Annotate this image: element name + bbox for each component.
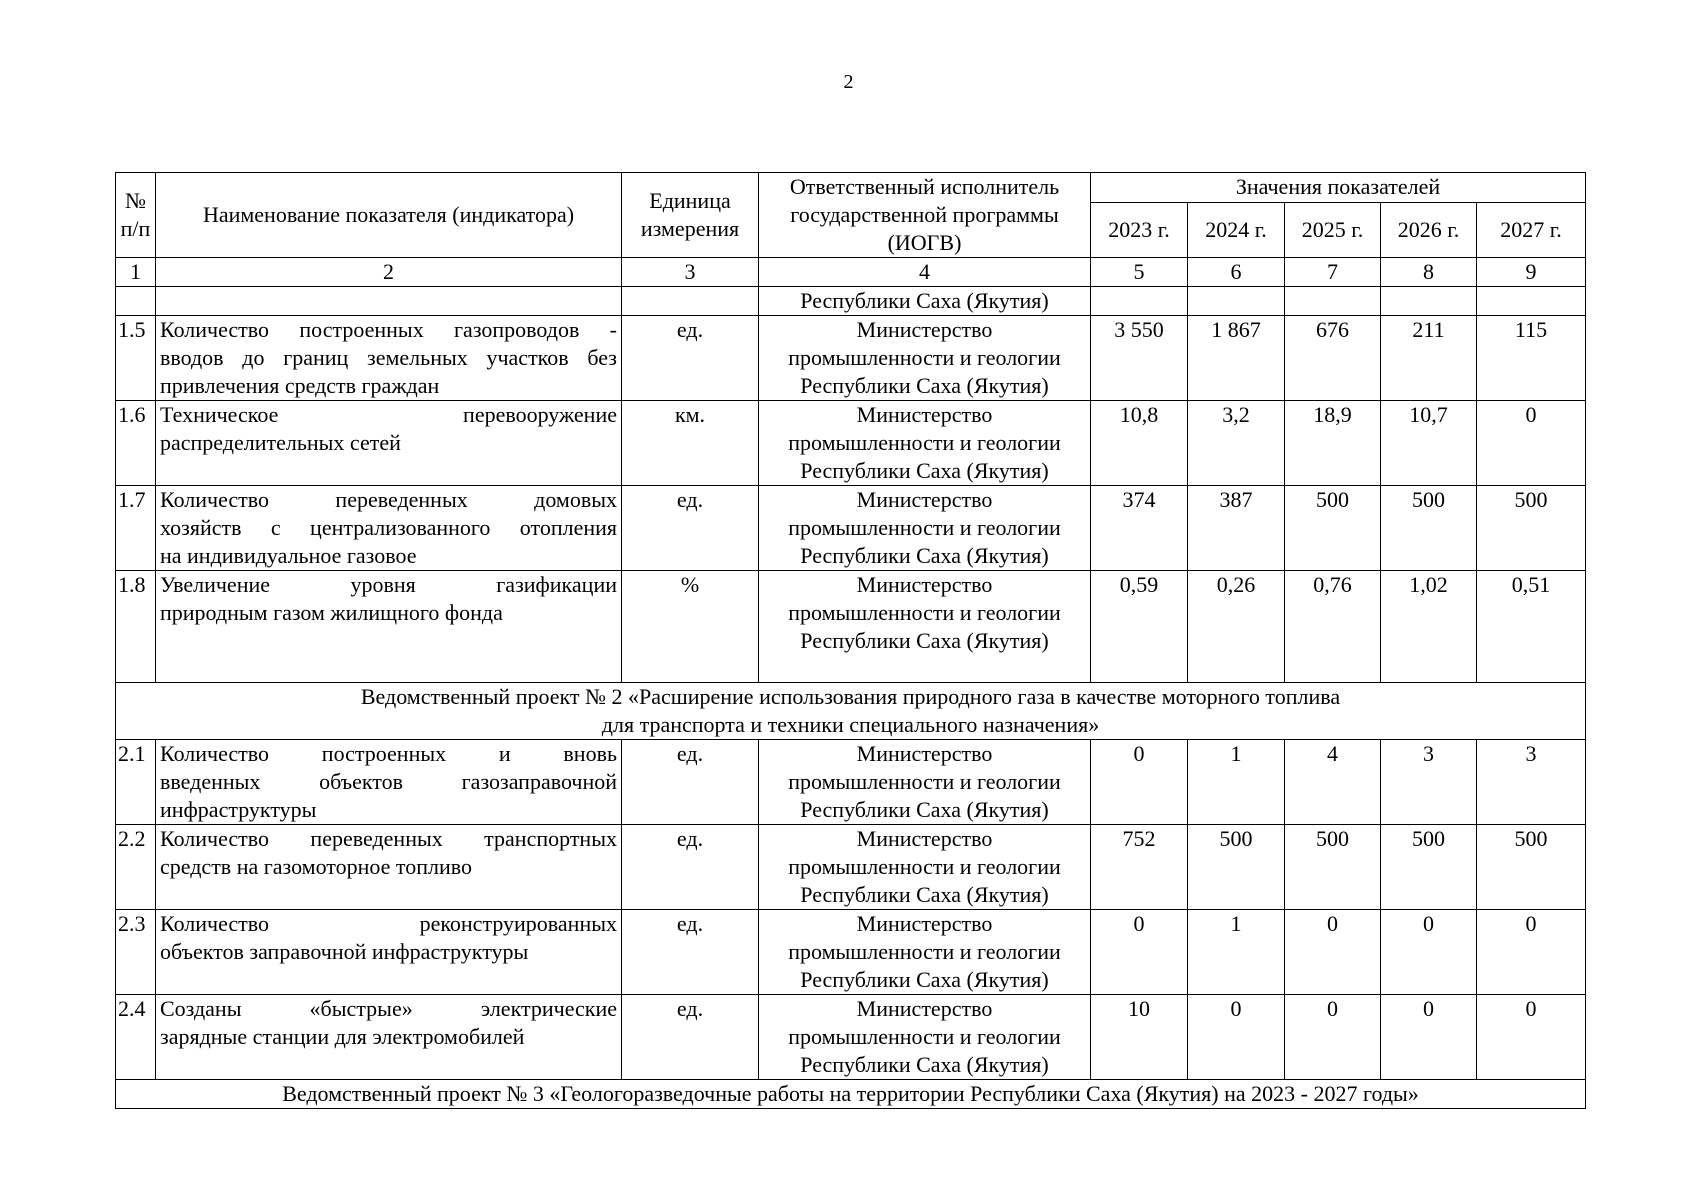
indicator-name: Созданы «быстрые» электрические зарядные станции для электромобилей xyxy=(156,995,622,1080)
indicator-name: Количество переведенных транспортных средств на газомоторное топливо xyxy=(156,825,622,910)
value-2026: 0 xyxy=(1381,995,1477,1080)
row-number: 2.3 xyxy=(116,910,156,995)
row-number: 1.6 xyxy=(116,401,156,486)
value-2023: 10,8 xyxy=(1091,401,1188,486)
header-year: 2027 г. xyxy=(1477,202,1586,257)
value-2025: 0 xyxy=(1285,910,1381,995)
executor-cell: Министерство промышленности и геологии Республики Саха (Якутия) xyxy=(759,571,1091,683)
value-2024: 0 xyxy=(1188,995,1285,1080)
unit-cell: ед. xyxy=(622,995,759,1080)
header-year: 2026 г. xyxy=(1381,202,1477,257)
col-number: 5 xyxy=(1091,258,1188,287)
header-values-group: Значения показателей xyxy=(1091,173,1586,203)
value-2025: 18,9 xyxy=(1285,401,1381,486)
value-2025: 500 xyxy=(1285,486,1381,571)
value-2024: 387 xyxy=(1188,486,1285,571)
value-2023: 0 xyxy=(1091,740,1188,825)
value-2027: 0 xyxy=(1477,995,1586,1080)
value-2024: 500 xyxy=(1188,825,1285,910)
unit-cell: ед. xyxy=(622,740,759,825)
indicator-name: Техническое перевооружение распределительных сетей xyxy=(156,401,622,486)
indicator-name: Количество реконструированных объектов заправочной инфраструктуры xyxy=(156,910,622,995)
section-title: Ведомственный проект № 2 «Расширение использования природного газа в качестве моторного топлива для транспорта и техники специального назначения» xyxy=(116,683,1586,740)
value-2023: 752 xyxy=(1091,825,1188,910)
table-row xyxy=(116,740,1586,825)
value-2023: 10 xyxy=(1091,995,1188,1080)
executor-cell: Министерство промышленности и геологии Республики Саха (Якутия) xyxy=(759,910,1091,995)
col-number: 6 xyxy=(1188,258,1285,287)
unit-cell: ед. xyxy=(622,316,759,401)
row-number: 1.5 xyxy=(116,316,156,401)
executor-cell: Министерство промышленности и геологии Республики Саха (Якутия) xyxy=(759,401,1091,486)
header-year: 2023 г. xyxy=(1091,202,1188,257)
header-year: 2025 г. xyxy=(1285,202,1381,257)
table-row xyxy=(116,316,1586,401)
row-number: 2.1 xyxy=(116,740,156,825)
col-number: 7 xyxy=(1285,258,1381,287)
value-2027: 115 xyxy=(1477,316,1586,401)
indicator-name: Количество построенных и вновь введенных объектов газозаправочной инфраструктуры xyxy=(156,740,622,825)
value-2025: 500 xyxy=(1285,825,1381,910)
continuation-row xyxy=(116,287,1586,316)
row-number: 1.7 xyxy=(116,486,156,571)
indicator-name: Количество переведенных домовых хозяйств с централизованного отопления на индивидуальное газовое xyxy=(156,486,622,571)
indicator-name: Увеличение уровня газификации природным газом жилищного фонда xyxy=(156,571,622,683)
unit-cell: ед. xyxy=(622,910,759,995)
page-number: 2 xyxy=(843,71,854,93)
value-2024: 0,26 xyxy=(1188,571,1285,683)
section-title: Ведомственный проект № 3 «Геологоразведочные работы на территории Республики Саха (Якутия) на 2023 - 2027 годы» xyxy=(116,1080,1586,1109)
row-number: 1.8 xyxy=(116,571,156,683)
col-number: 8 xyxy=(1381,258,1477,287)
value-2023: 374 xyxy=(1091,486,1188,571)
executor-cell: Министерство промышленности и геологии Республики Саха (Якутия) xyxy=(759,316,1091,401)
value-2027: 0 xyxy=(1477,401,1586,486)
value-2023: 0 xyxy=(1091,910,1188,995)
value-2027: 0,51 xyxy=(1477,571,1586,683)
value-2026: 3 xyxy=(1381,740,1477,825)
value-2026: 500 xyxy=(1381,486,1477,571)
unit-cell: км. xyxy=(622,401,759,486)
value-2023: 3 550 xyxy=(1091,316,1188,401)
value-2024: 3,2 xyxy=(1188,401,1285,486)
value-2027: 500 xyxy=(1477,486,1586,571)
value-2026: 0 xyxy=(1381,910,1477,995)
value-2023: 0,59 xyxy=(1091,571,1188,683)
column-numbers-row xyxy=(116,258,1586,287)
section-title-row xyxy=(116,1080,1586,1109)
value-2026: 1,02 xyxy=(1381,571,1477,683)
table-row xyxy=(116,401,1586,486)
indicator-name: Количество построенных газопроводов - вводов до границ земельных участков без привлечения средств граждан xyxy=(156,316,622,401)
executor-cell: Республики Саха (Якутия) xyxy=(759,287,1091,316)
header-year: 2024 г. xyxy=(1188,202,1285,257)
header-num: № п/п xyxy=(116,173,156,258)
value-2024: 1 xyxy=(1188,910,1285,995)
value-2027: 0 xyxy=(1477,910,1586,995)
col-number: 4 xyxy=(759,258,1091,287)
table-row xyxy=(116,995,1586,1080)
unit-cell: ед. xyxy=(622,486,759,571)
table-row xyxy=(116,825,1586,910)
value-2024: 1 867 xyxy=(1188,316,1285,401)
row-number: 2.4 xyxy=(116,995,156,1080)
value-2027: 3 xyxy=(1477,740,1586,825)
table-row xyxy=(116,571,1586,683)
value-2025: 0 xyxy=(1285,995,1381,1080)
executor-cell: Министерство промышленности и геологии Республики Саха (Якутия) xyxy=(759,486,1091,571)
col-number: 3 xyxy=(622,258,759,287)
value-2026: 500 xyxy=(1381,825,1477,910)
unit-cell: % xyxy=(622,571,759,683)
value-2024: 1 xyxy=(1188,740,1285,825)
col-number: 2 xyxy=(156,258,622,287)
value-2025: 4 xyxy=(1285,740,1381,825)
section-title-row xyxy=(116,683,1586,740)
executor-cell: Министерство промышленности и геологии Республики Саха (Якутия) xyxy=(759,825,1091,910)
row-number: 2.2 xyxy=(116,825,156,910)
executor-cell: Министерство промышленности и геологии Республики Саха (Якутия) xyxy=(759,995,1091,1080)
value-2027: 500 xyxy=(1477,825,1586,910)
value-2025: 676 xyxy=(1285,316,1381,401)
header-unit: Единица измерения xyxy=(622,173,759,258)
table-row xyxy=(116,910,1586,995)
unit-cell: ед. xyxy=(622,825,759,910)
indicators-table xyxy=(115,172,1586,1109)
col-number: 1 xyxy=(116,258,156,287)
value-2025: 0,76 xyxy=(1285,571,1381,683)
value-2026: 211 xyxy=(1381,316,1477,401)
header-executor: Ответственный исполнитель государственной программы (ИОГВ) xyxy=(759,173,1091,258)
col-number: 9 xyxy=(1477,258,1586,287)
executor-cell: Министерство промышленности и геологии Республики Саха (Якутия) xyxy=(759,740,1091,825)
header-name: Наименование показателя (индикатора) xyxy=(156,173,622,258)
value-2026: 10,7 xyxy=(1381,401,1477,486)
table-row xyxy=(116,486,1586,571)
